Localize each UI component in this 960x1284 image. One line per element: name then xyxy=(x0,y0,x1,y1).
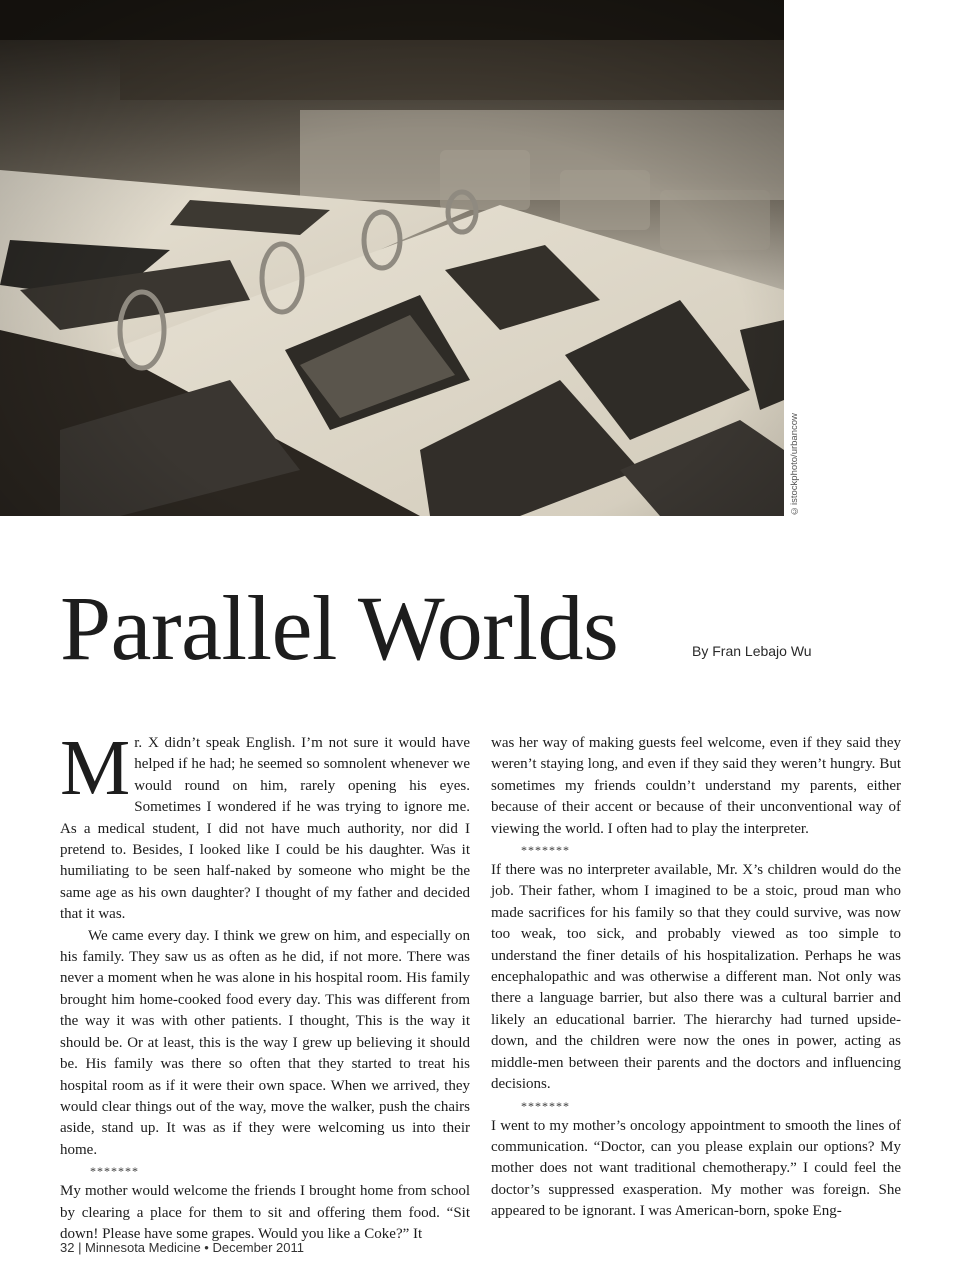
paragraph: My mother would welcome the friends I brought home from school by clearing a place for them to sit and offering them food. “Sit down! Please have some grapes. Would you like a Coke?” It xyxy=(60,1183,470,1242)
page-footer: 32 | Minnesota Medicine • December 2011 xyxy=(60,1240,304,1255)
paragraph: was her way of making guests feel welcome, even if they said they weren’t staying long, and even if they said they weren’t hungry. But sometimes my friends couldn’t understand my parents, either because of their accent or because of their unconventional way of viewing the world. I often had to play the interpreter. xyxy=(491,735,901,837)
section-separator: ******* xyxy=(521,1098,570,1113)
article-column-left xyxy=(60,725,470,1245)
article-column-right xyxy=(491,733,901,1223)
photo-album-illustration xyxy=(0,0,784,516)
article-title: Parallel Worlds xyxy=(60,577,619,679)
drop-cap: M xyxy=(60,725,131,812)
paragraph-text: r. X didn’t speak English. I’m not sure it would have helped if he had; he seemed so somnolent whenever we would round on him, rarely opening his eyes. Sometimes I wondered if he was trying to ignore me. As a medical student, I did not have much authority, nor did I pretend to. Besides, I looked like I could be his daughter. Was it humiliating to be seen half-naked by someone who might be the same age as his own daughter? I thought of my father and decided that it was. xyxy=(60,735,470,923)
paragraph xyxy=(60,725,470,926)
photo-credit: ©istockphoto/urbancow xyxy=(789,413,800,516)
article-byline: By Fran Lebajo Wu xyxy=(692,643,812,659)
paragraph: We came every day. I think we grew on him, and especially on his family. They saw us as often as he did, if not more. There was never a moment when he was alone in his hospital room. His family brought him home-cooked food every day. This was different from the way it was with other patients. I thought, This is the way it should be. Or at least, this is the way I grew up believing it should be. His family was there so often that they started to treat his hospital room as if it were their own space. When we arrived, they would clear things out of the way, move the walker, push the chairs aside, stand up. It was as if they were welcoming us into their home. xyxy=(60,927,470,1158)
section-separator: ******* xyxy=(521,843,570,858)
section-separator: ******* xyxy=(90,1164,139,1179)
paragraph: If there was no interpreter available, Mr. X’s children would do the job. Their father, whom I imagined to be a stoic, proud man who made sacrifices for his family so that they could survive, was now too weak, too sick, and probably viewed as too simple to understand the finer details of his hospitalization. Perhaps he was encephalopathic and was otherwise a different man. Not only was there a language barrier, but also there was a cultural barrier and likely an educational barrier. The hierarchy had turned upside-down, and the children were now the ones in power, acting as middle-men between their parents and the doctors and influencing decisions. xyxy=(491,862,901,1093)
paragraph: I went to my mother’s oncology appointment to smooth the lines of communication. “Doctor, can you please explain our options? My mother does not want traditional chemotherapy.” I could feel the doctor’s suppressed exasperation. My mother was foreign. She appeared to be ignorant. I was American-born, spoke Eng- xyxy=(491,1117,901,1220)
photo-album-image xyxy=(0,0,784,516)
